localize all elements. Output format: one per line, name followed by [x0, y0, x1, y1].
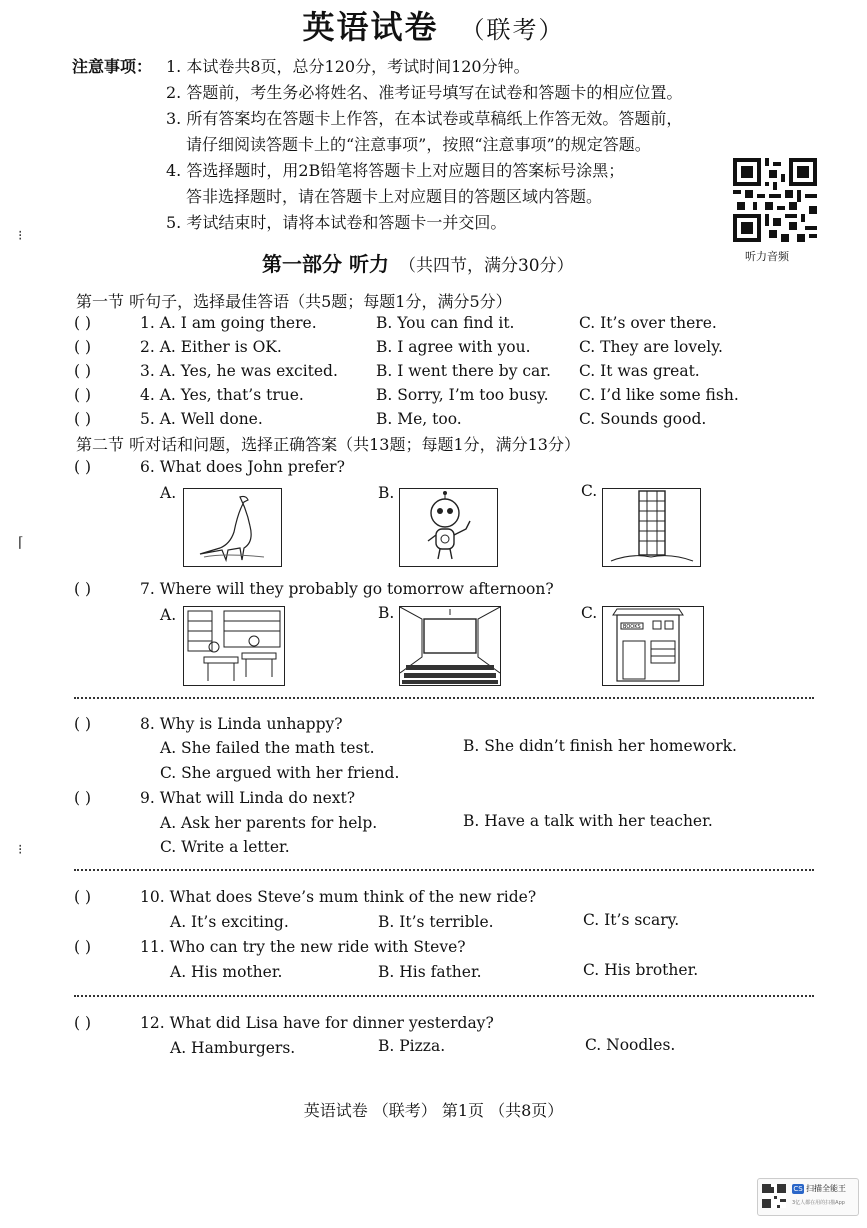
- q3-option-b: B. I went there by car.: [376, 362, 551, 380]
- q4-option-c: C. I’d like some fish.: [579, 386, 739, 404]
- q5-option-a: 5. A. Well done.: [140, 410, 263, 428]
- q6-label-c: C.: [581, 482, 598, 500]
- notice-item-5: 5. 考试结束时，请将本试卷和答题卡一并交回。: [166, 213, 507, 232]
- q2-option-a: 2. A. Either is OK.: [140, 338, 282, 356]
- answer-blank[interactable]: ( ): [74, 580, 92, 598]
- answer-blank[interactable]: ( ): [74, 410, 92, 428]
- notice-item-3-cont: 请仔细阅读答题卡上的“注意事项”，按照“注意事项”的规定答题。: [186, 135, 651, 154]
- answer-blank[interactable]: ( ): [74, 314, 92, 332]
- page-footer: 英语试卷 （联考） 第1页 （共8页）: [303, 1101, 564, 1120]
- q3-option-c: C. It was great.: [579, 362, 700, 380]
- q2-option-c: C. They are lovely.: [579, 338, 723, 356]
- answer-blank[interactable]: ( ): [74, 1014, 92, 1032]
- answer-blank[interactable]: ( ): [74, 789, 92, 807]
- q7-label-b: B.: [378, 604, 395, 622]
- q11-option-b: B. His father.: [378, 963, 482, 981]
- q12-option-c: C. Noodles.: [585, 1036, 676, 1054]
- q7-text: 7. Where will they probably go tomorrow afternoon?: [140, 580, 554, 598]
- answer-blank[interactable]: ( ): [74, 386, 92, 404]
- q9-text: 9. What will Linda do next?: [140, 789, 356, 807]
- margin-mark: ⁝: [18, 842, 23, 858]
- q8-text: 8. Why is Linda unhappy?: [140, 715, 343, 733]
- q10-option-c: C. It’s scary.: [583, 911, 680, 929]
- q10-text: 10. What does Steve’s mum think of the new ride?: [140, 888, 537, 906]
- q12-option-b: B. Pizza.: [378, 1037, 446, 1055]
- answer-blank[interactable]: ( ): [74, 338, 92, 356]
- q1-option-a: 1. A. I am going there.: [140, 314, 317, 332]
- cinema-icon[interactable]: [399, 606, 501, 686]
- library-icon[interactable]: [183, 606, 285, 686]
- svg-text:BOOKS: BOOKS: [623, 624, 641, 630]
- divider: [74, 697, 814, 699]
- q10-option-b: B. It’s terrible.: [378, 913, 494, 931]
- answer-blank[interactable]: ( ): [74, 888, 92, 906]
- q9-option-a: A. Ask her parents for help.: [160, 814, 378, 832]
- q1-option-b: B. You can find it.: [376, 314, 515, 332]
- answer-blank[interactable]: ( ): [74, 938, 92, 956]
- q4-option-a: 4. A. Yes, that’s true.: [140, 386, 304, 404]
- answer-blank[interactable]: ( ): [74, 715, 92, 733]
- q6-label-a: A.: [160, 484, 177, 502]
- qr-code-icon[interactable]: [733, 158, 817, 242]
- part1-title-text: 第一部分 听力: [262, 252, 389, 276]
- exam-title: [0, 2, 867, 48]
- q6-text: 6. What does John prefer?: [140, 458, 345, 476]
- q12-text: 12. What did Lisa have for dinner yesterday?: [140, 1014, 494, 1032]
- tower-icon[interactable]: [602, 488, 701, 567]
- dinosaur-skeleton-icon[interactable]: [183, 488, 282, 567]
- scanner-watermark: [757, 1178, 859, 1216]
- q11-option-c: C. His brother.: [583, 961, 699, 979]
- notice-item-2: 2. 答题前，考生务必将姓名、准考证号填写在试卷和答题卡的相应位置。: [166, 83, 683, 102]
- q8-option-b: B. She didn’t finish her homework.: [463, 737, 737, 755]
- q1-option-c: C. It’s over there.: [579, 314, 717, 332]
- part1-note: （共四节，满分30分）: [398, 256, 574, 276]
- q11-text: 11. Who can try the new ride with Steve?: [140, 938, 466, 956]
- margin-mark: ⁝: [18, 228, 23, 244]
- q7-label-c: C.: [581, 604, 598, 622]
- q5-option-c: C. Sounds good.: [579, 410, 707, 428]
- q12-option-a: A. Hamburgers.: [170, 1039, 296, 1057]
- notice-label: 注意事项：: [72, 57, 153, 76]
- q2-option-b: B. I agree with you.: [376, 338, 531, 356]
- divider: [74, 995, 814, 997]
- qr-code-icon: [762, 1184, 786, 1208]
- q7-label-a: A.: [160, 606, 177, 624]
- q5-option-b: B. Me, too.: [376, 410, 462, 428]
- q6-label-b: B.: [378, 484, 395, 502]
- q9-option-c: C. Write a letter.: [160, 838, 290, 856]
- bookstore-icon[interactable]: [602, 606, 704, 686]
- q11-option-a: A. His mother.: [170, 963, 283, 981]
- qr-label: 听力音频: [745, 250, 789, 263]
- q10-option-a: A. It’s exciting.: [170, 913, 289, 931]
- scanner-sub: 3亿人都在用的扫描App: [792, 1200, 845, 1206]
- part1-title: [262, 248, 574, 277]
- robot-icon[interactable]: [399, 488, 498, 567]
- q9-option-b: B. Have a talk with her teacher.: [463, 812, 713, 830]
- q8-option-a: A. She failed the math test.: [160, 739, 375, 757]
- q4-option-b: B. Sorry, I’m too busy.: [376, 386, 549, 404]
- notice-item-4-cont: 答非选择题时，请在答题卡上对应题目的答题区域内答题。: [186, 187, 603, 206]
- title-subtitle: （联考）: [460, 16, 565, 44]
- section1-title: 第一节 听句子，选择最佳答语（共5题；每题1分，满分5分）: [76, 292, 512, 311]
- notice-item-1: 1. 本试卷共8页，总分120分，考试时间120分钟。: [166, 57, 530, 76]
- title-main: 英语试卷: [302, 8, 439, 46]
- notice-item-4: 4. 答选择题时，用2B铅笔将答题卡上对应题目的答案标号涂黑；: [166, 161, 625, 180]
- divider: [74, 869, 814, 871]
- margin-mark: ⌈: [18, 535, 24, 551]
- q8-option-c: C. She argued with her friend.: [160, 764, 400, 782]
- cs-logo-icon: CS: [793, 1185, 803, 1193]
- notice-item-3: 3. 所有答案均在答题卡上作答，在本试卷或草稿纸上作答无效。答题前，: [166, 109, 683, 128]
- answer-blank[interactable]: ( ): [74, 458, 92, 476]
- answer-blank[interactable]: ( ): [74, 362, 92, 380]
- section2-title: 第二节 听对话和问题，选择正确答案（共13题；每题1分，满分13分）: [76, 435, 580, 454]
- scanner-label: 扫描全能王: [806, 1184, 846, 1193]
- q3-option-a: 3. A. Yes, he was excited.: [140, 362, 338, 380]
